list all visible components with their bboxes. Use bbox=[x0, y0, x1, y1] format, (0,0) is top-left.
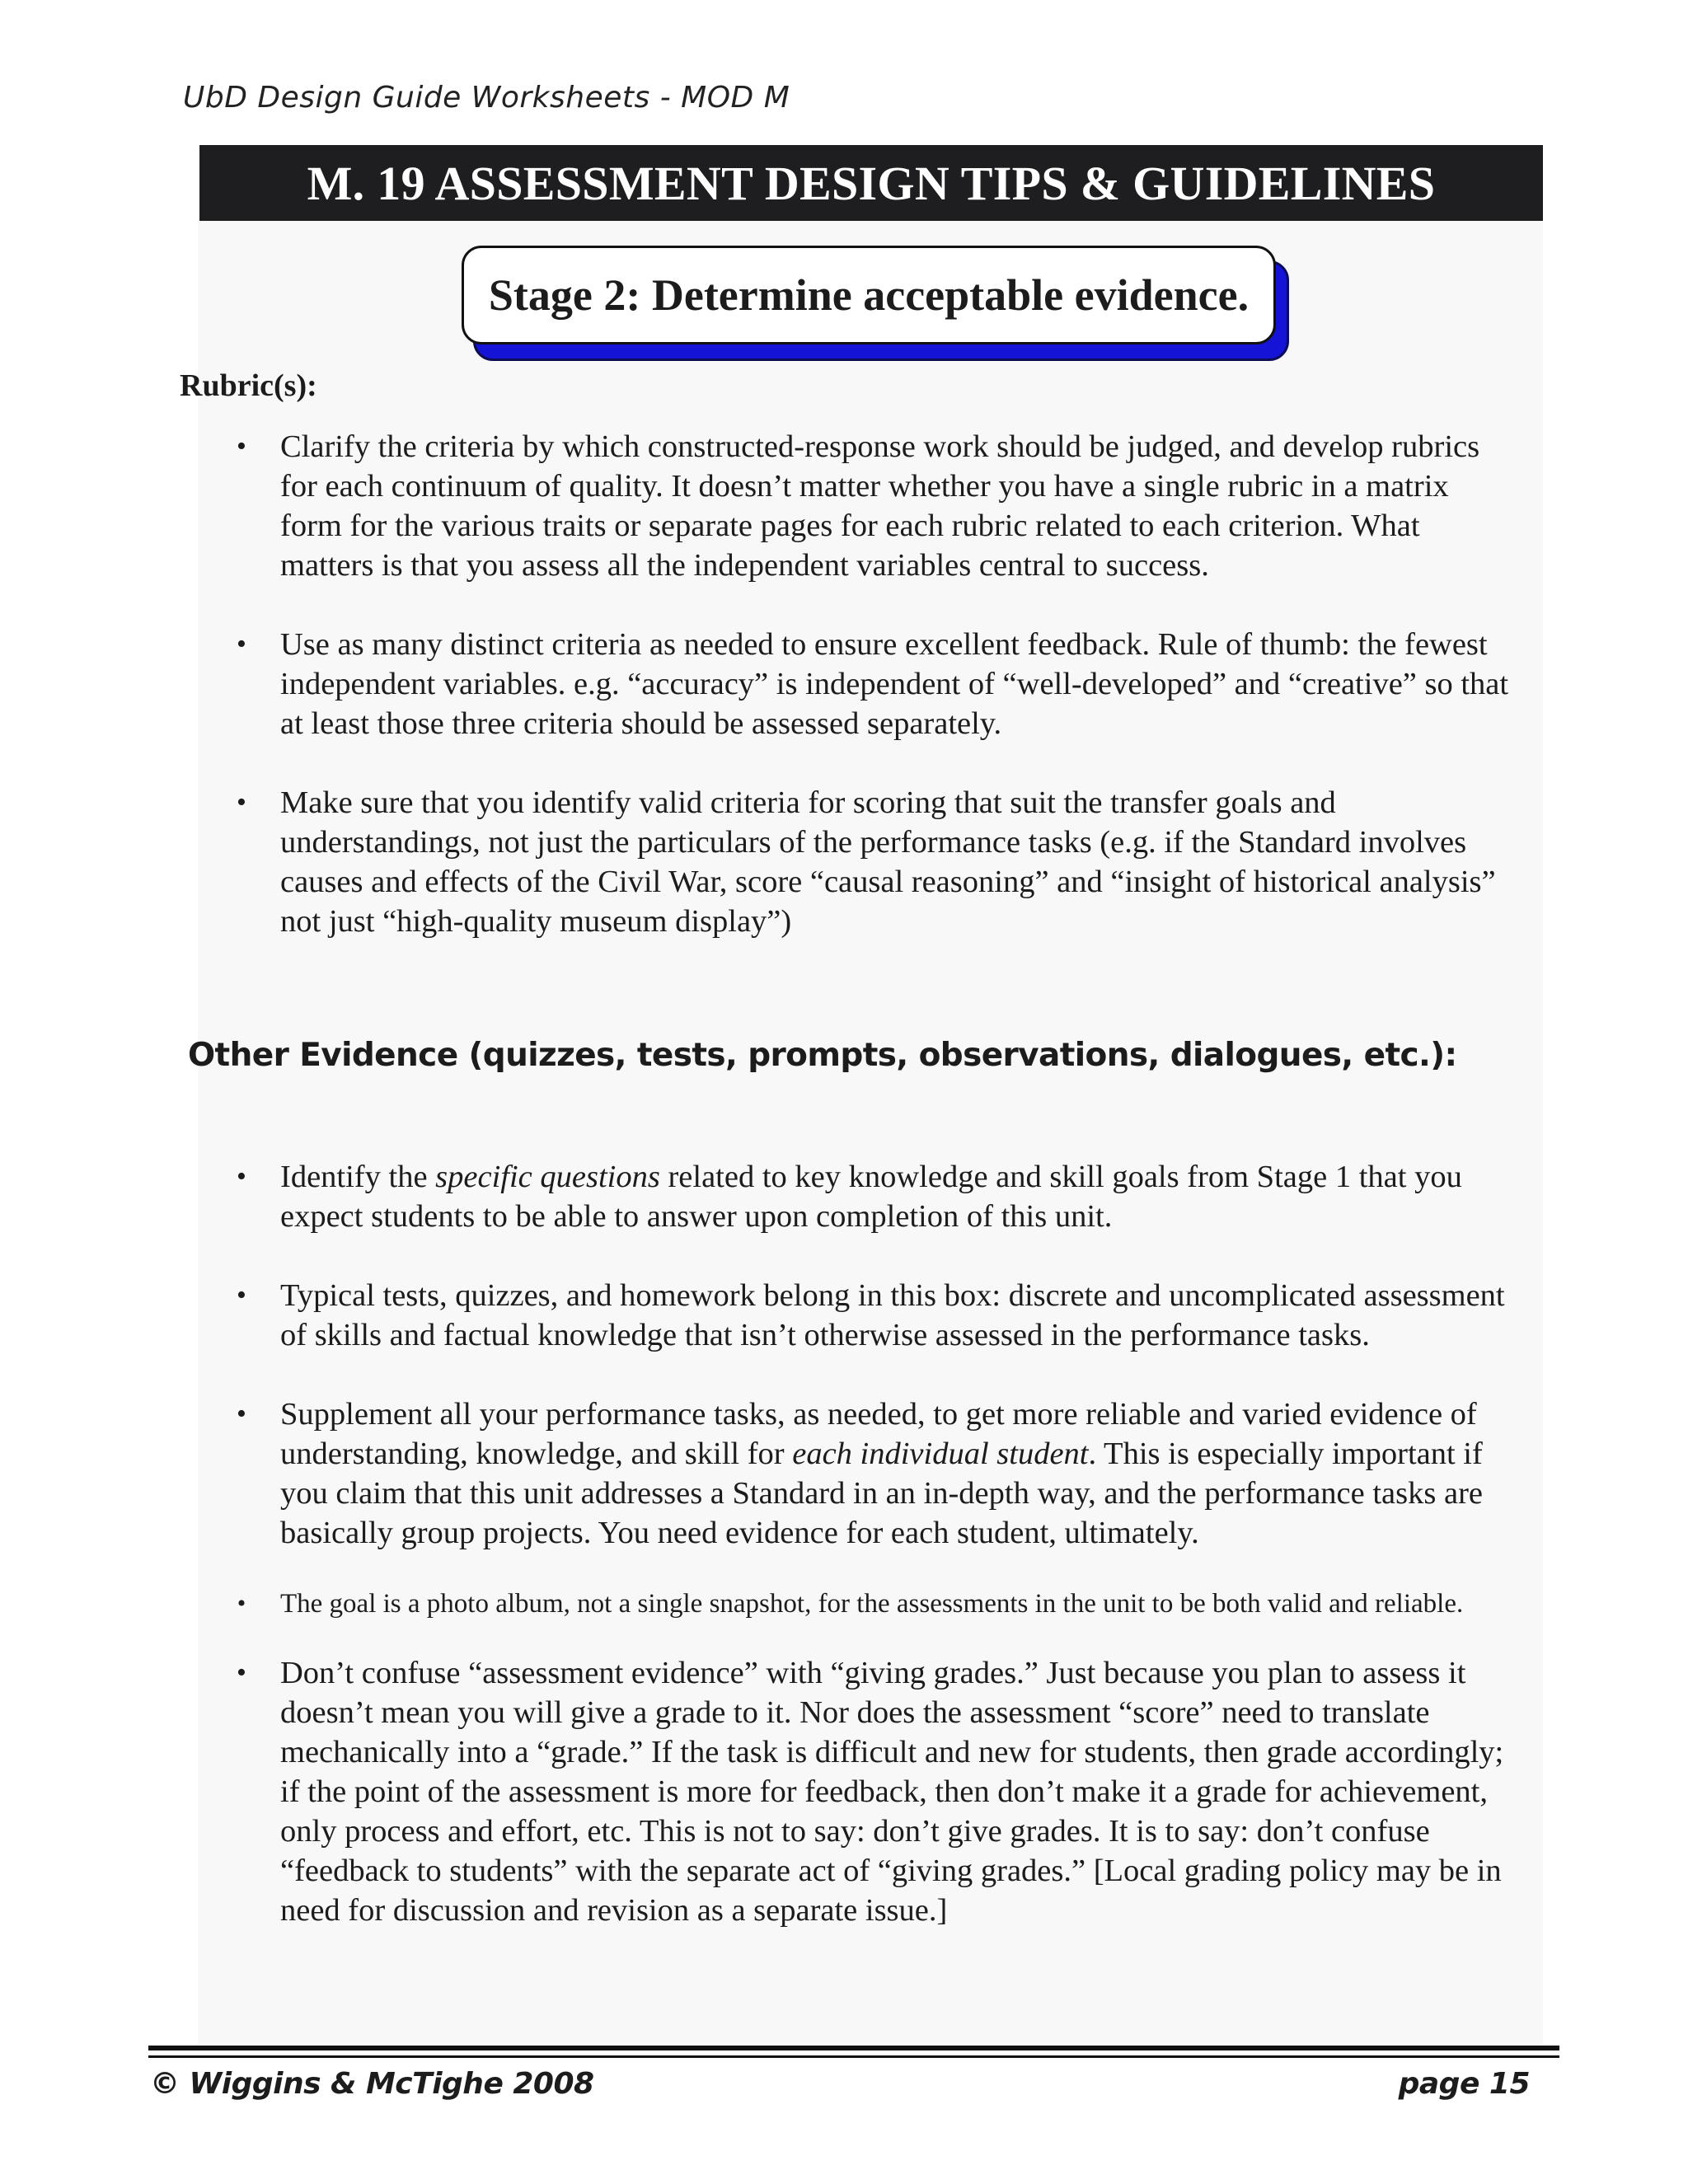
bullet-glyph: • bbox=[237, 1590, 246, 1617]
bullet-glyph: • bbox=[237, 431, 246, 462]
title-bar bbox=[199, 145, 1543, 221]
list-item-text: Supplement all your performance tasks, as needed, to get more reliable and varied evidence of understanding, knowledge, and skill for each individual student. This is especially important if you claim that this unit addresses a Standard in an in-depth way, and the performance tasks are basically group projects. You need evidence for each student, ultimately. bbox=[280, 1397, 1483, 1550]
list-item bbox=[229, 1586, 1515, 1622]
bullet-glyph: • bbox=[237, 787, 246, 818]
section-heading-rubrics: Rubric(s): bbox=[180, 368, 317, 403]
list-item bbox=[229, 427, 1515, 585]
bullet-glyph: • bbox=[237, 629, 246, 659]
bullet-glyph: • bbox=[237, 1657, 246, 1688]
stage-label: Stage 2: Determine acceptable evidence. bbox=[488, 270, 1250, 320]
bullet-glyph: • bbox=[237, 1399, 246, 1429]
footer-copyright: © Wiggins & McTighe 2008 bbox=[150, 2067, 594, 2101]
bullet-glyph: • bbox=[237, 1161, 246, 1192]
list-item-text: Don’t confuse “assessment evidence” with “giving grades.” Just because you plan to assess it doesn’t mean you will give a grade to it. Nor does the assessment “score” need to translate mechanically into a “grade.” If the task is difficult and new for students, then grade accordingly; if the point of the assessment is more for feedback, then don’t make it a grade for achievement, only process and effort, etc. This is not to say: don’t give grades. It is to say: don’t confuse “feedback to students” with the separate act of “giving grades.” [Local grading policy may be in need for discussion and revision as a separate issue.] bbox=[280, 1656, 1504, 1928]
list-item-text: The goal is a photo album, not a single snapshot, for the assessments in the unit to be both valid and reliable. bbox=[280, 1589, 1464, 1619]
list-item bbox=[229, 625, 1515, 743]
list-item-text: Clarify the criteria by which constructed-response work should be judged, and develop rubrics for each continuum of quality. It doesn’t matter whether you have a single rubric in a matrix form for the various traits or separate pages for each rubric related to each criterion. What matters is that you assess all the independent variables central to success. bbox=[280, 429, 1480, 583]
list-item bbox=[229, 1653, 1515, 1930]
list-item-text: Use as many distinct criteria as needed to ensure excellent feedback. Rule of thumb: the fewest independent variables. e.g. “accuracy” is independent of “well-developed” and “creative” so that at least those three criteria should be assessed separately. bbox=[280, 627, 1509, 741]
footer-rule-thin bbox=[148, 2055, 1559, 2058]
list-item-text: Typical tests, quizzes, and homework belong in this box: discrete and uncomplicated assessment of skills and factual knowledge that isn’t otherwise assessed in the performance tasks. bbox=[280, 1278, 1505, 1352]
running-header: UbD Design Guide Worksheets - MOD M bbox=[183, 81, 790, 115]
stage-callout bbox=[462, 246, 1276, 344]
list-item bbox=[229, 1276, 1515, 1355]
rubrics-bullet-list bbox=[229, 427, 1515, 941]
other-evidence-bullet-list bbox=[229, 1157, 1515, 1930]
footer-page-number: page 15 bbox=[1398, 2067, 1530, 2101]
page-title: M. 19 ASSESSMENT DESIGN TIPS & GUIDELINES bbox=[307, 156, 1436, 210]
list-item bbox=[229, 1157, 1515, 1236]
footer-rule-thick bbox=[148, 2046, 1559, 2050]
list-item-text: Make sure that you identify valid criteria for scoring that suit the transfer goals and understandings, not just the particulars of the performance tasks (e.g. if the Standard involves causes and effects of the Civil War, score “causal reasoning” and “insight of historical analysis” not just “high-quality museum display”) bbox=[280, 785, 1496, 939]
section-heading-other-evidence: Other Evidence (quizzes, tests, prompts, observations, dialogues, etc.): bbox=[188, 1037, 1457, 1074]
emphasis-text: each individual student bbox=[792, 1436, 1089, 1471]
list-item bbox=[229, 783, 1515, 941]
emphasis-text: specific questions bbox=[435, 1160, 660, 1194]
bullet-glyph: • bbox=[237, 1280, 246, 1310]
list-item-text: Identify the specific questions related to key knowledge and skill goals from Stage 1 that you expect students to be able to answer upon completion of this unit. bbox=[280, 1160, 1462, 1234]
list-item bbox=[229, 1394, 1515, 1553]
